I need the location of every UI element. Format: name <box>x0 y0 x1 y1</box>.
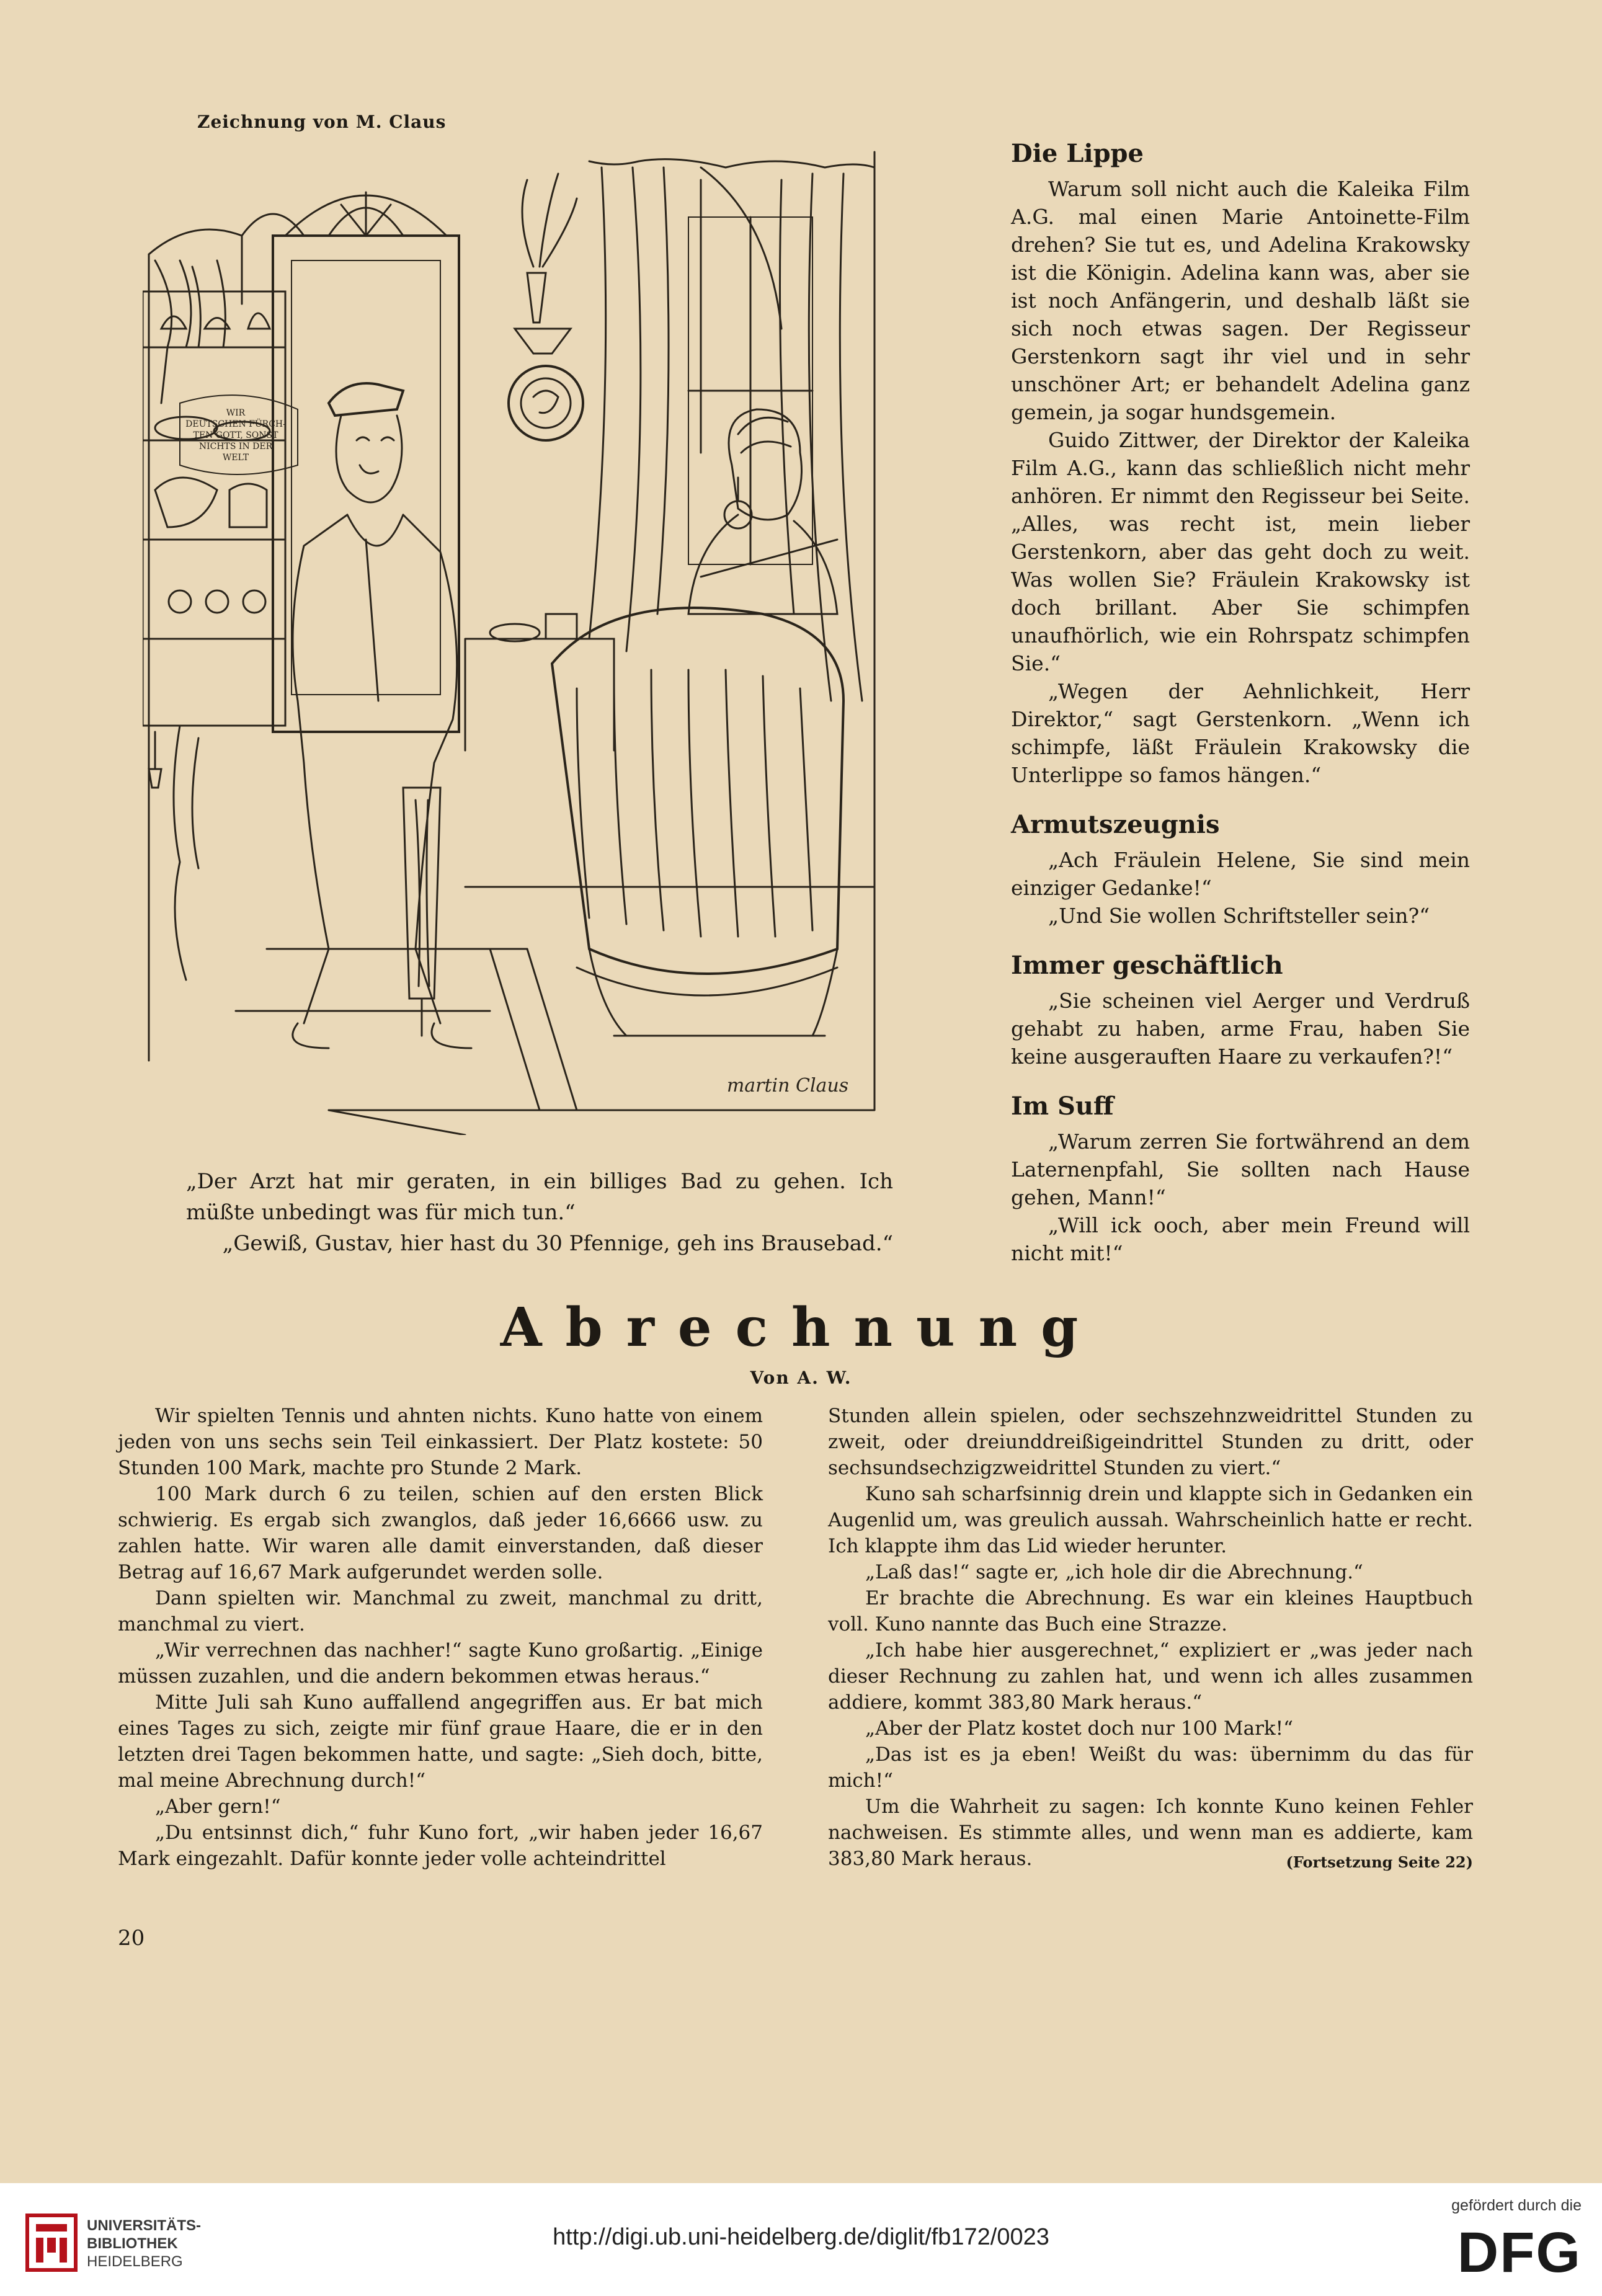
paragraph: „Aber gern!“ <box>155 1795 281 1818</box>
sign-text-2: DEUTSCHEN FÜRCH- <box>185 419 286 429</box>
paragraph: „Sie scheinen viel Aerger und Verdruß gehabt zu haben, arme Frau, haben Sie keine ausgerauften Haare zu verkaufen?!“ <box>1011 989 1470 1069</box>
funder-block[interactable] <box>1414 2197 1582 2290</box>
sign-text-3: TEN GOTT, SONST <box>193 430 278 440</box>
library-line-3: HEIDELBERG <box>87 2253 183 2270</box>
sign-text-5: WELT <box>222 453 249 463</box>
permalink-url[interactable]: http://digi.ub.uni-heidelberg.de/diglit/fb172/0023 <box>553 2224 1049 2250</box>
paragraph: Stunden allein spielen, oder sechszehnzweidrittel Stunden zu zweit, oder dreiunddreißigeindrittel Stunden zu dritt, oder sechsundsechzigzweidrittel Stunden zu viert.“ <box>828 1405 1473 1479</box>
paragraph: Er brachte die Abrechnung. Es war ein kleines Hauptbuch voll. Kuno nannte das Buch eine Strazze. <box>828 1587 1473 1635</box>
paragraph: Dann spielten wir. Manchmal zu zweit, manchmal zu dritt, manchmal zu viert. <box>118 1587 763 1635</box>
paragraph: „Wegen der Aehnlichkeit, Herr Direktor,“ sagt Gerstenkorn. „Wenn ich schimpfe, läßt Fräulein Krakowsky die Unterlippe so famos hängen.“ <box>1011 679 1470 787</box>
cartoon-illustration <box>143 143 918 1135</box>
article-byline: Von A. W. <box>750 1368 852 1388</box>
paragraph: 100 Mark durch 6 zu teilen, schien auf den ersten Blick schwierig. Es ergab sich zwanglos, daß jeder 16,6666 usw. zu zahlen hatte. Wir waren alle damit einverstanden, daß dieser Betrag auf 16,67 Mark aufgerundet werden solle. <box>118 1483 763 1583</box>
section-title-im-suff: Im Suff <box>1011 1092 1114 1121</box>
paragraph: Guido Zittwer, der Direktor der Kaleika Film A.G., kann das schließlich nicht mehr anhören. Er nimmt den Regisseur bei Seite. „Alles, was recht ist, mein lieber Gerstenkorn, aber das geht doch zu weit. Was wollen Sie? Fräulein Krakowsky ist doch brillant. Aber Sie schimpfen unaufhörlich, wie ein Rohrspatz schimpfen Sie.“ <box>1011 428 1470 675</box>
library-line-2: BIBLIOTHEK <box>87 2235 178 2252</box>
paragraph: „Und Sie wollen Schriftsteller sein?“ <box>1048 904 1430 928</box>
caption-line-2: „Gewiß, Gustav, hier hast du 30 Pfennige, geh ins Brausebad.“ <box>222 1231 893 1256</box>
paragraph: „Aber der Platz kostet doch nur 100 Mark!“ <box>865 1717 1293 1740</box>
paragraph: „Warum zerren Sie fortwährend an dem Laternenpfahl, Sie sollten nach Hause gehen, Mann!“ <box>1011 1129 1470 1209</box>
artist-signature: martin Claus <box>726 1075 849 1097</box>
library-line-1: UNIVERSITÄTS- <box>87 2217 202 2234</box>
continuation-note: (Fortsetzung Seite 22) <box>1286 1853 1473 1871</box>
paragraph: „Will ick ooch, aber mein Freund will nicht mit!“ <box>1011 1213 1470 1265</box>
article-column-left <box>118 1403 763 1872</box>
footer-bar <box>0 2183 1602 2296</box>
paragraph: „Wir verrechnen das nachher!“ sagte Kuno großartig. „Einige müssen zuzahlen, und die andern bekommen etwas heraus.“ <box>118 1639 763 1688</box>
paragraph: „Ich habe hier ausgerechnet,“ expliziert er „was jeder nach dieser Rechnung zu zahlen hat, und wenn ich alles zusammen addiere, kommt 383,80 Mark heraus.“ <box>828 1639 1473 1714</box>
illustration-caption <box>186 1166 893 1259</box>
paragraph: „Laß das!“ sagte er, „ich hole dir die Abrechnung.“ <box>865 1561 1363 1583</box>
paragraph: Warum soll nicht auch die Kaleika Film A.G. mal einen Marie Antoinette-Film drehen? Sie tut es, und Adelina Krakowsky ist die Königin. Adelina kann was, aber sie ist noch Anfängerin, und deshalb läßt sie sich noch etwas sagen. Der Regisseur Gerstenkorn sagt ihr viel und in sehr unschöner Art; er behandelt Adelina ganz gemein, ja sogar hundsgemein. <box>1011 177 1470 424</box>
paragraph: „Du entsinnst dich,“ fuhr Kuno fort, „wir haben jeder 16,67 Mark eingezahlt. Dafür konnte jeder volle achteindrittel <box>118 1822 763 1870</box>
paragraph: „Ach Fräulein Helene, Sie sind mein einziger Gedanke!“ <box>1011 848 1470 900</box>
caption-line-1: „Der Arzt hat mir geraten, in ein billiges Bad zu gehen. Ich müßte unbedingt was für mich tun.“ <box>186 1169 893 1225</box>
paragraph: Kuno sah scharfsinnig drein und klappte sich in Gedanken ein Augenlid um, was greulich aussah. Wahrscheinlich hatte er recht. Ich klappte ihm das Lid wieder herunter. <box>828 1483 1473 1557</box>
paragraph: Wir spielten Tennis und ahnten nichts. Kuno hatte von einem jeden von uns sechs sein Teil einkassiert. Der Platz kostete: 50 Stunden 100 Mark, machte pro Stunde 2 Mark. <box>118 1405 763 1479</box>
article-title: Abrechnung <box>500 1296 1102 1359</box>
dfg-logo-icon: DFG <box>1457 2221 1582 2284</box>
article-column-right <box>828 1403 1473 1876</box>
page-number: 20 <box>118 1926 145 1951</box>
anecdotes-column <box>1011 136 1470 1267</box>
paragraph: „Das ist es ja eben! Weißt du was: übernimm du das für mich!“ <box>828 1743 1473 1792</box>
sign-text-4: NICHTS IN DER <box>198 442 273 452</box>
illustration-credit: Zeichnung von M. Claus <box>197 112 447 132</box>
sign-text-1: WIR <box>226 408 246 418</box>
paragraph: Mitte Juli sah Kuno auffallend angegriffen aus. Er bat mich eines Tages zu sich, zeigte mir fünf graue Haare, die er in den letzten drei Tagen bekommen hatte, und sagte: „Sieh doch, bitte, mal meine Abrechnung durch!“ <box>118 1691 763 1792</box>
paragraph: Um die Wahrheit zu sagen: Ich konnte Kuno keinen Fehler nachweisen. Es stimmte alles, und wenn man es addierte, kam 383,80 Mark heraus. <box>828 1795 1473 1870</box>
funder-label: gefördert durch die <box>1451 2197 1582 2214</box>
section-title-die-lippe: Die Lippe <box>1011 139 1144 168</box>
section-title-armutszeugnis: Armutszeugnis <box>1011 810 1220 839</box>
section-title-immer-geschaeftlich: Immer geschäftlich <box>1011 951 1283 980</box>
